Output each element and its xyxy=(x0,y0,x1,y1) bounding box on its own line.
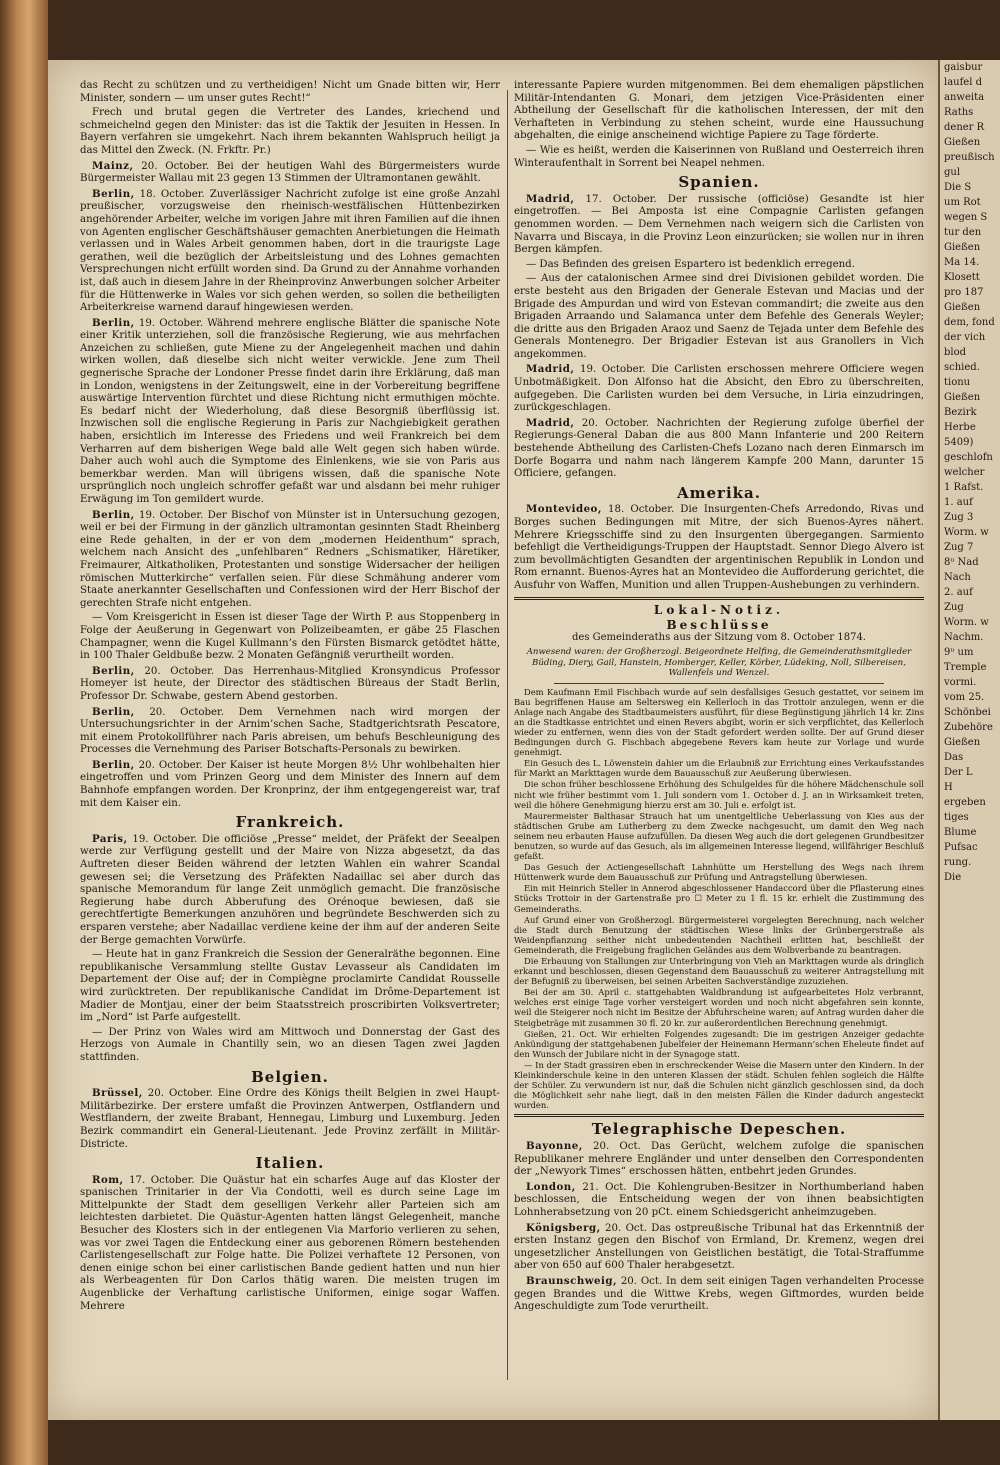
adjacent-page-text: Gießen xyxy=(944,137,981,148)
news-entry xyxy=(80,759,500,810)
entry-text: 20. October. Bei der heutigen Wahl des Bürgermeisters wurde Bürgermeister Wallau mit 23 gegen 13 Stimmen der Ultramontanen gewählt. xyxy=(80,160,500,185)
entry-text: 21. Oct. Die Kohlengruben-Besitzer in Northumberland haben beschlossen, die Entscheidung wegen der von ihnen beabsichtigten Lohnherabsetzung von 20 pCt. einem Schiedsgericht anheimzugeben. xyxy=(514,1181,924,1218)
right-column-articles xyxy=(514,80,924,593)
adjacent-page-text: anweita xyxy=(944,92,985,103)
adjacent-page-text: preußisch xyxy=(944,152,995,163)
resolution-paragraph: Das Gesuch der Actiengesellschaft Lahnhütte um Herstellung des Wegs nach ihrem Hüttenwerk wurde dem Bauausschuß zur Prüfung und Antragstellung überwiesen. xyxy=(514,862,924,883)
paragraph: interessante Papiere wurden mitgenommen. Bei dem ehemaligen päpstlichen Militär-Intendanten G. Monari, dem jetzigen Vice-Präsidenten einer Abtheilung der Gesellschaft für die katholischen Interessen, der mit den Verhafteten in Verbindung zu stehen scheint, wurde eine Haussuchung abgehalten, die einige anscheinend wichtige Papiere zu Tage förderte. xyxy=(514,80,924,142)
dateline: Montevideo, xyxy=(526,503,602,516)
telegram-entry xyxy=(514,1275,924,1314)
adjacent-page-text: Herbe xyxy=(944,422,976,433)
adjacent-page-text: Worm. w xyxy=(944,617,989,628)
adjacent-page-text: Nach xyxy=(944,572,971,583)
adjacent-page-text: Gießen xyxy=(944,242,981,253)
entry-text: 17. October. Der russische (officiöse) Gesandte ist hier eingetroffen. — Bei Amposta ist eine Compagnie Carlisten gefangen genommen worden. — Dem Vernehmen nach weigern sich die Carlisten von Navarra und Biscaya, in die Provinz Leon einzurücken; sie wollen nur in ihren Bergen kämpfen. xyxy=(514,193,924,256)
adjacent-page-text: 5409) xyxy=(944,437,974,448)
dateline: Berlin, xyxy=(92,758,135,771)
resolution-paragraph: Maurermeister Balthasar Strauch hat um unentgeltliche Ueberlassung von Kies aus der städtischen Grube am Lutherberg zu dem Zwecke nachgesucht, um damit den Weg nach seinem neu erbauten Hause aufzufüllen. Da diesen Weg auch die dort gelegenen Grundbesitzer benutzen, so wurde auf das Gesuch, als im allgemeinen Interesse liegend, willfähriger Beschluß gefaßt. xyxy=(514,810,924,862)
adjacent-page-text: Der L xyxy=(944,767,973,778)
news-entry xyxy=(80,665,500,704)
resolution-paragraph: — In der Stadt grassiren eben in erschreckender Weise die Masern unter den Kindern. In der Kleinkinderschule keine in den unteren Klassen der städt. Schulen fehlen sogleich die Hälfte der Schüler. Zu verwundern ist nur, daß die Schulen nicht gänzlich geschlossen sind, da doch die Möglichkeit sehr nahe liegt, daß in den meisten Fällen die Kinder dadurch angesteckt wurden. xyxy=(514,1059,924,1111)
entry-text: 19. October. Die officiöse „Presse“ meldet, der Präfekt der Seealpen werde zur Verfügung gestellt und der Maire von Nizza abgesetzt, da das Auftreten dieser Beiden während der letzten Wahlen ein wahrer Scandal gewesen sei; die Versetzung des Präfekten Nadaillac sei aber durch das spanische Memorandum für lange Zeit unmöglich gemacht. Die französische Regierung habe durch Abberufung des Orénoque bewiesen, daß sie gerechtfertigte Bemerkungen anzuhören und begründete Beschwerden sich zu ersparen verstehe; aber Nadaillac verdiene keine der ihm auf der anderen Seite der Berge gemachten Vorwürfe. xyxy=(80,833,500,946)
adjacent-page-text: Das xyxy=(944,752,964,763)
section-rule xyxy=(514,1114,924,1117)
dateline: Berlin, xyxy=(92,508,135,521)
resolution-paragraph: Auf Grund einer von Großherzogl. Bürgermeisterei vorgelegten Berechnung, nach welcher die Stadt durch Benutzung der städtischen Wiese links der Grünbergerstraße als Weidenpflanzung seither nicht unbedeutenden Nachtheil erlitten hat, beschließt der Gemeinderath, die Freigebung fraglichen Geländes aus dem Wolbverbande zu beantragen. xyxy=(514,914,924,955)
adjacent-page-text: vormi. xyxy=(944,677,977,688)
adjacent-page-text: geschlofn xyxy=(944,452,993,463)
dateline: Madrid, xyxy=(526,363,575,376)
resolution-paragraph: Die Erbauung von Stallungen zur Unterbringung von Vieh an Markttagen wurde als dringlich erkannt und beschlossen, diesen Gegenstand dem Bauausschuß zu weiterer Antragstellung mit der Befugniß zu überweisen, bei seinen Arbeiten Sachverständige zuzuziehen. xyxy=(514,956,924,987)
adjacent-page-text: Zug 7 xyxy=(944,542,974,553)
dateline: Berlin, xyxy=(92,664,135,677)
resolution-paragraph: Bei der am 30. April c. stattgehabten Waldbrandung ist aufgearbeitetes Holz verbrannt, welches erst einige Tage vorher versteigert worden und noch nicht abgefahren sein konnte, weil die Steigerer noch nicht im Besitze der Abfuhrscheine waren; auf Antrag wurden daher die Steigbeträge mit zusammen 30 fl. 20 kr. zur außerordentlichen Berechnung genehmigt. xyxy=(514,987,924,1028)
adjacent-page-text: Gießen xyxy=(944,302,981,313)
entry-text: 20. October. Nachrichten der Regierung zufolge überfiel der Regierungs-General Daban die aus 800 Mann Infanterie und 200 Reitern bestehende Abtheilung des Carlisten-Chefs Lozano nach deren Einmarsch im Dorfe Bogarra und nahm nach längerem Kampfe 200 Mann, darunter 15 Officiere, gefangen. xyxy=(514,417,924,480)
beschluesse-subtitle: des Gemeinderaths aus der Sitzung vom 8. October 1874. xyxy=(572,631,866,643)
adjacent-page-text: blod xyxy=(944,347,967,358)
entry-text: 20. October. Das Herrenhaus-Mitglied Kronsyndicus Professor Homeyer ist heute, der Director des städtischen Büreaus der Stadt Berlin, Professor Dr. Schwabe, gestern Abend gestorben. xyxy=(80,665,500,702)
entry-text: 18. October. Die Insurgenten-Chefs Arredondo, Rivas und Borges suchen Bedingungen mit Mitre, der sich Buenos-Ayres nähert. Mehrere Kriegsschiffe sind zu den Insurgenten übergegangen. Sarmiento befehligt die Vertheidigungs-Truppen der Hauptstadt. Sennor Diego Alvero ist zum bevollmächtigten Gesandten der argentinischen Republik in London und Rom ernannt. Buenos-Ayres hat an Montevideo die Aufforderung gerichtet, die Ausfuhr von Waffen, Munition und allen Truppen-Aushebungen zu verhindern. xyxy=(514,504,924,591)
news-entry xyxy=(80,317,500,507)
beschluesse-title: Beschlüsse xyxy=(666,618,772,633)
resolution-paragraph: Die schon früher beschlossene Erhöhung des Schulgeldes für die höhere Mädchenschule soll nicht wie früher bestimmt vom 1. Juli sondern vom 1. October d. J. an in Wirksamkeit treten, weil die höhere Genehmigung hierzu erst am 30. Juli e. erfolgt ist. xyxy=(514,779,924,810)
resolution-paragraph: Ein Gesuch des L. Löwenstein dahier um die Erlaubniß zur Errichtung eines Verkaufsstandes für Markt an Markttagen wurde dem Bauausschuß zur Aeußerung überwiesen. xyxy=(514,758,924,779)
news-entry xyxy=(80,1087,500,1151)
resolution-paragraph: Dem Kaufmann Emil Fischbach wurde auf sein desfallsiges Gesuch gestattet, vor seinem im Bau begriffenen Hause am Seltersweg ein Kellerloch in das Trottoir anzulegen, wenn er die Anlage nach Angabe des Stadtbaumeisters ausführt, für diese Begünstigung jährlich 14 kr. Zins an die Stadtkasse entrichtet und einen Revers abgibt, worin er sich verpflichtet, das Kellerloch wieder zu entfernen, wenn dies von der Stadt gefordert werden sollte. Der auf Grund dieser Bedingungen durch G. Fischbach abgegebene Revers kam heute zur Vorlage und wurde genehmigt. xyxy=(514,686,924,758)
entry-text: 19. October. Während mehrere englische Blätter die spanische Note einer Kritik unterziehen, soll die französische Regierung, wie aus mehrfachen Anzeichen zu schließen, gute Miene zu der Angelegenheit machen und dahin wirken wollen, daß dieselbe sich nicht weiter verwickle. Jene zum Theil gegnerische Sprache der Londoner Presse findet darin ihre Erklärung, daß man in London, wenigstens in der Zeitungswelt, eine in der Vorbereitung begriffene auswärtige Intervention fürchtet und diese Richtung nicht ermuthigen möchte. Es bedarf nicht der Wiederholung, daß diese Besorgniß überflüssig ist. Inzwischen soll die englische Regierung in Paris zur Nachgiebigkeit gerathen haben, ersichtlich im Interesse des Friedens und weil Frankreich bei dem Verharren auf dem bisherigen Wege bald alle Welt gegen sich haben würde. Daher auch wohl auch die Symptome des Einlenkens, wie sie von Paris aus bemerkbar werden. Man will übrigens wissen, daß die spanische Note ursprünglich noch ungleich schroffer gefaßt war und alsdann bei mehr ruhiger Erwägung im Ton gemildert wurde. xyxy=(80,317,500,505)
section-heading: Italien. xyxy=(255,1154,325,1173)
dateline: Bayonne, xyxy=(526,1140,583,1152)
dateline: Berlin, xyxy=(92,187,135,200)
section-rule xyxy=(514,597,924,600)
paragraph: — Vom Kreisgericht in Essen ist dieser Tage der Wirth P. aus Stoppenberg in Folge der Aeußerung in Gegenwart von Polizeibeamten, er gäbe 25 Flaschen Champagner, wenn die Kugel Kullmann’s den Fürsten Bismarck getödtet hätte, in 100 Thaler Geldbuße bezw. 2 Monaten Gefängniß verurtheilt worden. xyxy=(80,612,500,662)
news-entry xyxy=(80,160,500,186)
entry-text: 20. October. Eine Ordre des Königs theilt Belgien in zwei Haupt-Militärbezirke. Der erstere umfaßt die Provinzen Antwerpen, Ostflandern und Westflandern, der zweite Brabant, Hennegau, Limburg und Luxemburg. Jeden Bezirk commandirt ein General-Lieutenant. Jede Provinz zerfällt in Militär-Districte. xyxy=(80,1088,500,1150)
news-entry xyxy=(514,503,924,592)
newspaper-page xyxy=(48,60,938,1420)
adjacent-page-text: gul xyxy=(944,167,961,178)
news-entry xyxy=(80,833,500,947)
adjacent-page-text: Ma 14. xyxy=(944,257,980,268)
adjacent-page-text: Raths xyxy=(944,107,974,118)
entry-text: 20. Oct. Das ostpreußische Tribunal hat das Erkenntniß der ersten Instanz gegen den Bischof von Ermland, Dr. Kremenz, wegen drei ungesetzlicher Anstellungen von Geistlichen bestätigt, die Total-Straffumme aber von 650 auf 600 Thaler herabgesetzt. xyxy=(514,1222,924,1272)
adjacent-page-text: vom 25. xyxy=(944,692,985,703)
paragraph: — Aus der catalonischen Armee sind drei Divisionen gebildet worden. Die erste besteht aus den Brigaden der Generale Estevan und Macias und der Brigade des Ampurdan und wird von Estevan commandirt; die zweite aus den Brigaden Arraando und Salamanca unter dem Befehle des Generals Weyler; die dritte aus den Brigaden Araoz und Saenz de Tejada unter dem Befehle des Generals Montenegro. Der Brigadier Estevan ist aus Granollers in Vich angekommen. xyxy=(514,273,924,360)
entry-text: 17. October. Die Quästur hat ein scharfes Auge auf das Kloster der spanischen Trinitarier in der Via Condotti, weil es durch seine Lage im Mittelpunkte der Stadt dem geselligen Verkehr aller Parteien sich am leichtesten darbietet. Die Quästur-Agenten hatten längst Gelegenheit, manche Besucher des Klosters sich in der entlegenen Via Marforio verlieren zu sehen, was vor zwei Tagen die Entdeckung einer aus geborenen Römern bestehenden Carlistengesellschaft zur Folge hatte. Die Polizei verhaftete 12 Personen, von denen einige schon bei einer carlistischen Bande gedient hatten und nun hier als Werbeagenten für Don Carlos thätig waren. Die meisten trugen im Augenblicke der Verhaftung carlistische Uniformen, einige sogar Waffen. Mehrere xyxy=(80,1174,500,1312)
attendance-list: Anwesend waren: der Großherzogl. Beigeordnete Helfing, die Gemeinderathsmitglieder Büding, Diery, Gail, Hanstein, Homberger, Keller, Körber, Lüdeking, Noll, Silbereisen, Wallenfels und Wenzel. xyxy=(526,647,912,679)
adjacent-page-text: welcher xyxy=(944,467,985,478)
adjacent-page-fragment xyxy=(938,60,1000,1420)
section-heading: Belgien. xyxy=(251,1067,329,1086)
news-entry xyxy=(514,417,924,481)
adjacent-page-text: Zug xyxy=(944,602,964,613)
adjacent-page-text: rung. xyxy=(944,857,972,868)
paragraph: das Recht zu schützen und zu vertheidigen! Nicht um Gnade bitten wir, Herr Minister, sondern — um unser gutes Recht!“ xyxy=(80,80,500,104)
entry-text: 19. October. Der Bischof von Münster ist in Untersuchung gezogen, weil er bei der Firmung in der gänzlich ultramontan gesinnten Stadt Rheinberg eine Rede gehalten, in der er von dem „modernen Heidenthum“ sprach, welchem nach Ansicht des „unfehlbaren“ Redners „Schismatiker, Häretiker, Freimaurer, Altkatholiken, Protestanten und sonstige Widersacher der heiligen römischen Mutterkirche“ verfallen seien. Für diese Schmähung anderer vom Staate anerkannter Gesellschaften und Confessionen wird der Herr Bischof der gerechten Strafe nicht entgehen. xyxy=(80,509,500,609)
entry-text: 20. October. Der Kaiser ist heute Morgen 8½ Uhr wohlbehalten hier eingetroffen und vom Prinzen Georg und dem Minister des Innern auf dem Bahnhofe empfangen worden. Der Kronprinz, der ihm entgegengereist war, traf mit dem Kaiser ein. xyxy=(80,759,500,809)
telegraphic-heading: Telegraphische Depeschen. xyxy=(591,1120,847,1139)
adjacent-page-text: Gießen xyxy=(944,737,981,748)
adjacent-page-text: Bezirk xyxy=(944,407,977,418)
adjacent-page-text: 8ᵘ Nad xyxy=(944,557,979,568)
adjacent-page-text: tionu xyxy=(944,377,971,388)
adjacent-page-text: 9ᵘ um xyxy=(944,647,974,658)
adjacent-page-text: laufel d xyxy=(944,77,982,88)
entry-text: 20. Oct. In dem seit einigen Tagen verhandelten Processe gegen Brandes und die Wittwe Krebs, wegen Giftmordes, wurden beide Angeschuldigte zum Tode verurtheilt. xyxy=(514,1275,924,1313)
adjacent-page-text: dener R xyxy=(944,122,985,133)
thin-rule xyxy=(554,683,884,684)
adjacent-page-text: Nachm. xyxy=(944,632,984,643)
section-heading: Amerika. xyxy=(677,483,761,502)
adjacent-page-text: Schönbei xyxy=(944,707,991,718)
right-column xyxy=(514,80,924,1390)
section-heading: Spanien. xyxy=(678,173,760,192)
dateline: Madrid, xyxy=(526,416,575,429)
resolution-paragraph: Gießen, 21. Oct. Wir erhielten Folgendes zugesandt: Die im gestrigen Anzeiger gedachte Ankündigung der stattgehabenen Jubelfeier der Heinemann Hermann’schen Eheleute findet auf den Wunsch der Jubilare nicht in der Synagoge statt. xyxy=(514,1028,924,1059)
dateline: Brüssel, xyxy=(92,1087,143,1100)
resolution-paragraph: Ein mit Heinrich Steller in Annerod abgeschlossener Handaccord über die Pflasterung eines Stücks Trottoir in der Gartenstraße pro ☐ Meter zu 1 fl. 15 kr. erhielt die Zustimmung des Gemeinderaths. xyxy=(514,883,924,914)
entry-text: 18. October. Zuverlässiger Nachricht zufolge ist eine große Anzahl preußischer, vorzugsweise den rheinisch-westfälischen Hüttenbezirken angehörender Arbeiter, welche im vorigen Jahre mit ihren Familien auf die ihnen von Agenten englischer Geschäftshäuser gemachten Anerbietungen die Heimath verlassen und in Wales Arbeit genommen haben, dort in die traurigste Lage gerathen, weil die bezüglich der Arbeitsleistung und des Lohnes gemachten Versprechungen nicht erfüllt worden sind. Da Grund zu der Annahme vorhanden ist, daß auch in diesem Jahre in der Rheinprovinz Anwerbungen solcher Arbeiter für die Hüttenwerke in Wales vor sich gehen werden, so sollen die betheiligten Arbeiterkreise warnend darauf hingewiesen werden. xyxy=(80,188,500,314)
adjacent-page-text: der vich xyxy=(944,332,986,343)
dateline: Rom, xyxy=(92,1173,124,1186)
news-entry xyxy=(80,188,500,315)
adjacent-page-text: pro 187 xyxy=(944,287,984,298)
adjacent-page-text: Worm. w xyxy=(944,527,989,538)
adjacent-page-text: gaisbur xyxy=(944,62,983,73)
telegram-entry xyxy=(514,1222,924,1273)
adjacent-page-text: Die S xyxy=(944,182,972,193)
adjacent-page-text: Tremple xyxy=(944,662,987,673)
entry-text: 20. Oct. Das Gerücht, welchem zufolge die spanischen Republikaner mehrere Engländer und unter denselben den Correspondenten der „Newyork Times“ erschossen hätten, entbehrt jeden Grundes. xyxy=(514,1141,924,1178)
adjacent-page-text: tur den xyxy=(944,227,982,238)
dateline: Madrid, xyxy=(526,192,575,205)
dateline: London, xyxy=(526,1180,576,1193)
news-entry xyxy=(80,509,500,611)
lokal-heading: Lokal-Notiz. xyxy=(653,602,785,617)
adjacent-page-text: Zug 3 xyxy=(944,512,974,523)
telegraphic-section xyxy=(514,1120,924,1313)
book-spine xyxy=(0,0,48,1465)
adjacent-page-text: um Rot xyxy=(944,197,981,208)
dateline: Paris, xyxy=(92,832,128,845)
column-divider xyxy=(507,90,508,1380)
dateline: Mainz, xyxy=(92,159,134,172)
dateline: Berlin, xyxy=(92,316,135,329)
paragraph: — Das Befinden des greisen Espartero ist bedenklich erregend. xyxy=(526,258,855,270)
telegraphic-body xyxy=(514,1140,924,1314)
dateline: Königsberg, xyxy=(526,1221,601,1234)
paragraph: — Wie es heißt, werden die Kaiserinnen von Rußland und Oesterreich ihren Winteraufenthalt in Sorrent bei Neapel nehmen. xyxy=(514,144,924,169)
adjacent-page-text: Die xyxy=(944,872,962,883)
adjacent-page-text: Zubehöre xyxy=(944,722,993,733)
adjacent-page-text: Pufsac xyxy=(944,842,978,853)
dateline: Berlin, xyxy=(92,705,135,718)
adjacent-page-text: tiges xyxy=(944,812,969,823)
entry-text: 20. October. Dem Vernehmen nach wird morgen der Untersuchungsrichter in der Arnim’schen Sache, Stadtgerichtsrath Pescatore, mit einem Protokollführer nach Paris abreisen, um behufs Beschleunigung des Processes die Vernehmung des Pariser Botschafts-Personals zu bewirken. xyxy=(80,706,500,756)
news-entry xyxy=(514,363,924,414)
adjacent-page-text: 1. auf xyxy=(944,497,973,508)
section-heading: Frankreich. xyxy=(235,813,345,832)
dateline: Braunschweig, xyxy=(526,1274,618,1287)
telegram-entry xyxy=(514,1140,924,1179)
adjacent-page-text: 1 Rafst. xyxy=(944,482,984,493)
adjacent-page-text: Klosett xyxy=(944,272,980,283)
entry-text: 19. October. Die Carlisten erschossen mehrere Officiere wegen Unbotmäßigkeit. Don Alfonso hat die Absicht, den Ebro zu überschreiten, aufgegeben. Die Carlisten wurden bei dem Versuche, in Liria einzudringen, zurückgeschlagen. xyxy=(514,364,924,414)
adjacent-page-text: 2. auf xyxy=(944,587,973,598)
paragraph: — Der Prinz von Wales wird am Mittwoch und Donnerstag der Gast des Herzogs von Aumale in Chantilly sein, wo an diesen Tagen zwei Jagden stattfinden. xyxy=(80,1026,500,1063)
paragraph: Frech und brutal gegen die Vertreter des Landes, kriechend und schmeichelnd gegen den Minister: das ist die Taktik der Jesuiten in Hessen. In Bayern verfahren sie umgekehrt. Nach ihrem bekannten Wahlspruch heiligt ja das Mittel den Zweck. (N. Frkftr. Pr.) xyxy=(80,107,500,156)
adjacent-page-text: Gießen xyxy=(944,392,981,403)
news-entry xyxy=(80,1174,500,1314)
lokal-notiz-section xyxy=(514,604,924,1111)
news-entry xyxy=(80,706,500,757)
adjacent-page-text: wegen S xyxy=(944,212,988,223)
adjacent-page-text: schied. xyxy=(944,362,980,373)
news-entry xyxy=(514,193,924,257)
left-column xyxy=(80,80,500,1390)
telegram-entry xyxy=(514,1181,924,1220)
adjacent-page-text: Blume xyxy=(944,827,977,838)
adjacent-page-text: ergeben xyxy=(944,797,986,808)
adjacent-page-text: H xyxy=(944,782,953,793)
lokal-body xyxy=(514,687,924,1111)
paragraph: — Heute hat in ganz Frankreich die Session der Generalräthe begonnen. Eine republikanische Versammlung stellte Gustav Levasseur als Candidaten im Departement der Oise auf; der in Compiègne proclamirte Candidat Rousselle wird zurücktreten. Der republikanische Candidat im Drôme-Departement ist Madier de Montjau, einer der beim Staatsstreich proscribirten Volksvertreter; im „Nord“ ist Parfe aufgestellt. xyxy=(80,949,500,1024)
adjacent-page-text: dem, fond xyxy=(944,317,995,328)
